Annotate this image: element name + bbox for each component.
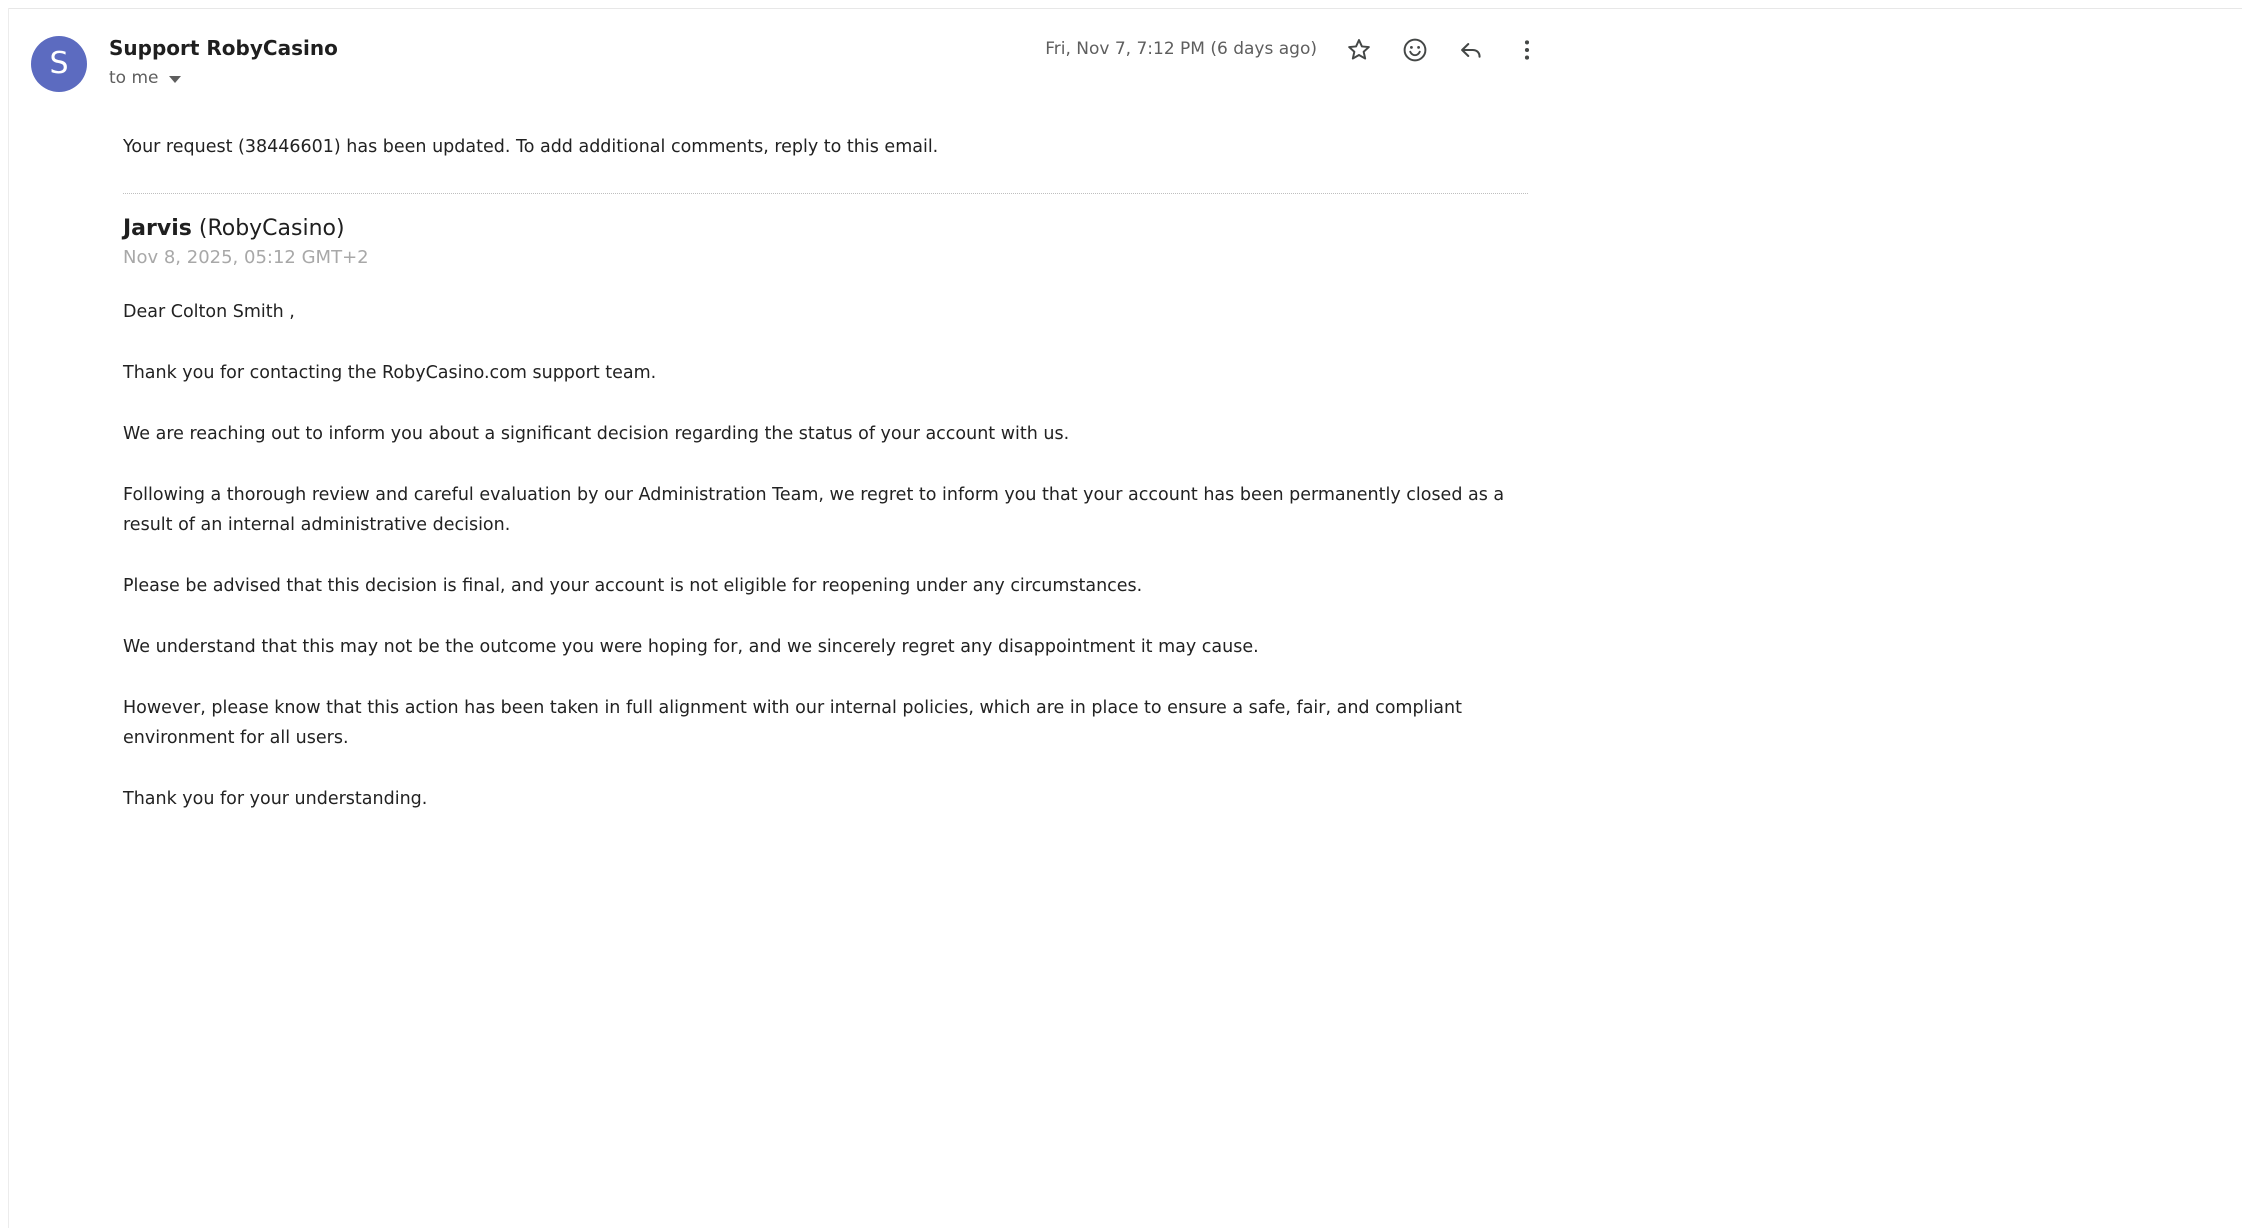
body-paragraph: We are reaching out to inform you about a significant decision regarding the status of your account with us. (123, 424, 1070, 444)
more-options-button[interactable] (1507, 30, 1547, 70)
message-date: Fri, Nov 7, 7:12 PM (6 days ago) (1045, 39, 1317, 59)
message-header (0, 0, 2242, 115)
more-vert-icon (1514, 37, 1540, 63)
add-reaction-button[interactable] (1395, 30, 1435, 70)
body-paragraph: Please be advised that this decision is final, and your account is not eligible for reopening under any circumstances. (123, 576, 1143, 596)
closing-paragraph: Thank you for your understanding. (123, 789, 428, 809)
post-date: Nov 8, 2025, 05:12 GMT+2 (123, 247, 369, 268)
star-icon (1346, 37, 1372, 63)
left-divider (8, 8, 9, 1228)
chevron-down-icon[interactable] (169, 76, 181, 83)
message-body (123, 128, 1528, 814)
sender-avatar[interactable]: S (31, 36, 87, 92)
greeting-paragraph: Dear Colton Smith , (123, 302, 295, 322)
body-paragraph: However, please know that this action has been taken in full alignment with our internal policies, which are in place to ensure a safe, fair, and compliant environment for all users. (123, 698, 1462, 748)
request-update-notice: Your request (38446601) has been updated. To add additional comments, reply to this email. (123, 137, 939, 157)
smiley-icon (1402, 37, 1428, 63)
recipient-details-toggle[interactable] (109, 67, 181, 89)
body-paragraph: We understand that this may not be the outcome you were hoping for, and we sincerely regret any disappointment it may cause. (123, 637, 1259, 657)
agent-signature (123, 212, 1528, 246)
agent-company: (RobyCasino) (198, 216, 345, 241)
reply-icon (1458, 37, 1484, 63)
reply-button[interactable] (1451, 30, 1491, 70)
agent-name: Jarvis (123, 216, 192, 241)
recipient-label: to me (109, 68, 159, 88)
sender-name[interactable]: Support RobyCasino (109, 36, 338, 60)
star-button[interactable] (1339, 30, 1379, 70)
body-paragraph: Thank you for contacting the RobyCasino.com support team. (123, 363, 657, 383)
message-divider (123, 193, 1528, 194)
body-paragraph: Following a thorough review and careful evaluation by our Administration Team, we regret to inform you that your account has been permanently closed as a result of an internal administrative decision. (123, 485, 1505, 535)
